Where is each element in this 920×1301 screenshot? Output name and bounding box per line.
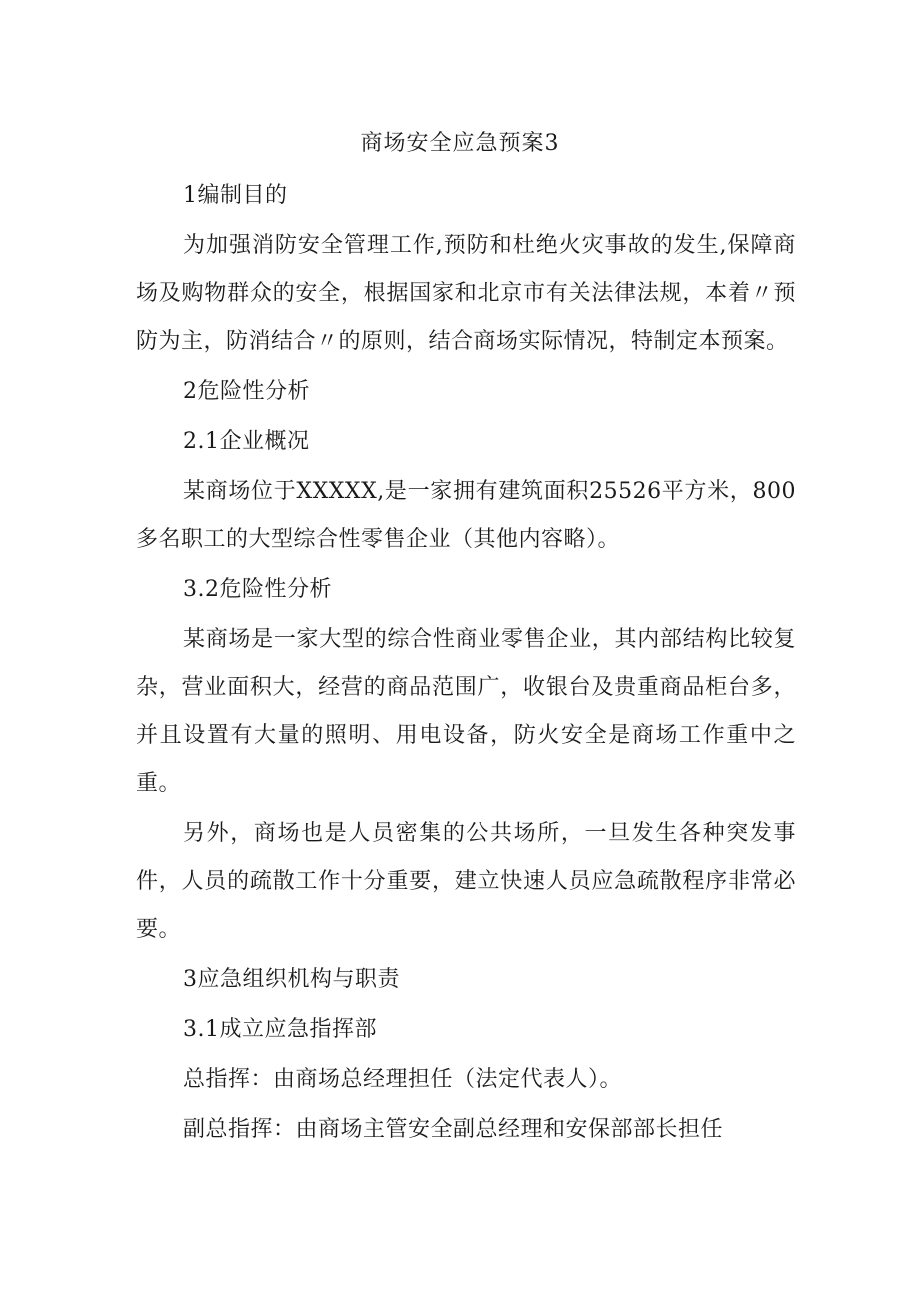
paragraph-purpose: 为加强消防安全管理工作,预防和杜绝火灾事故的发生,保障商场及购物群众的安全，根据国家和北京市有关法律法规，本着〃预防为主，防消结合〃的原则，结合商场实际情况，特制定本预案。 bbox=[136, 233, 796, 354]
subsection-heading-3-1: 3.1成立应急指挥部 bbox=[183, 1017, 377, 1042]
paragraph-company-overview: 某商场位于XXXXX,是一家拥有建筑面积25526平方米，800多名职工的大型综合性零售企业（其他内容略）。 bbox=[136, 479, 796, 552]
section-heading-2: 2危险性分析 bbox=[183, 379, 310, 404]
paragraph-evacuation: 另外，商场也是人员密集的公共场所，一旦发生各种突发事件，人员的疏散工作十分重要，建立快速人员应急疏散程序非常必要。 bbox=[136, 821, 796, 942]
document-title: 商场安全应急预案3 bbox=[360, 131, 560, 156]
subsection-heading-2-1: 2.1企业概况 bbox=[183, 429, 310, 454]
section-heading-3: 3应急组织机构与职责 bbox=[183, 967, 400, 992]
paragraph-risk-analysis: 某商场是一家大型的综合性商业零售企业，其内部结构比较复杂，营业面积大，经营的商品范围广，收银台及贵重商品柜台多，并且设置有大量的照明、用电设备，防火安全是商场工作重中之重。 bbox=[136, 627, 796, 796]
section-heading-1: 1编制目的 bbox=[183, 183, 288, 208]
paragraph-deputy-commander: 副总指挥：由商场主管安全副总经理和安保部部长担任 bbox=[183, 1117, 724, 1142]
document-body bbox=[136, 172, 796, 1156]
subsection-heading-3-2: 3.2危险性分析 bbox=[183, 577, 332, 602]
paragraph-commander: 总指挥：由商场总经理担任（法定代表人）。 bbox=[183, 1067, 623, 1092]
